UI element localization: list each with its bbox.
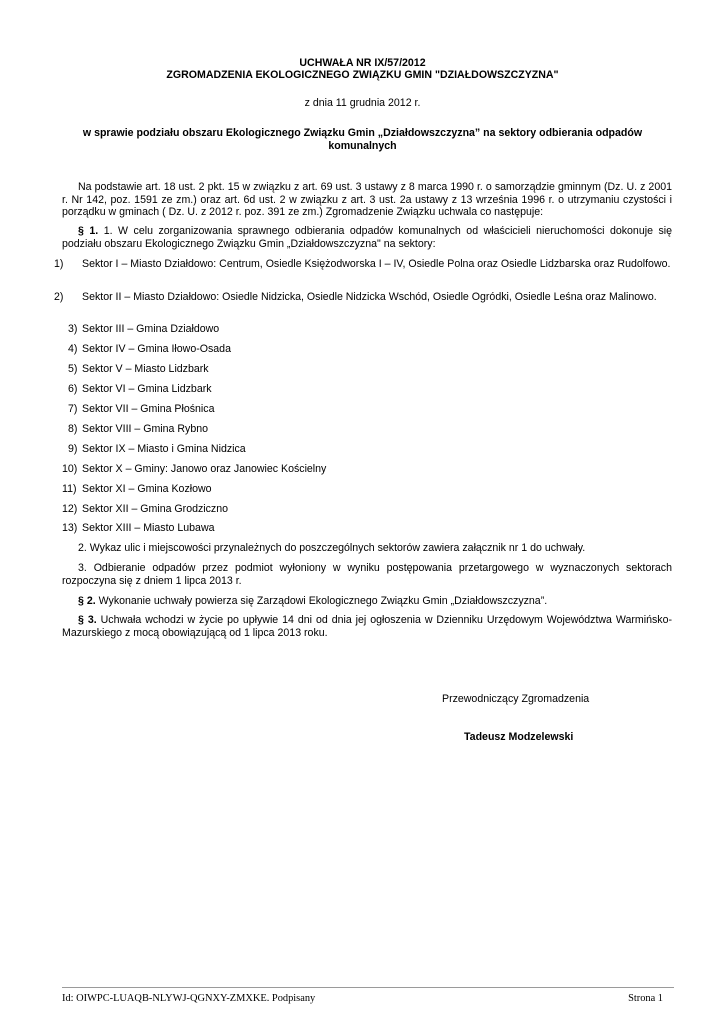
section-1-text: 1. W celu zorganizowania sprawnego odbierania odpadów komunalnych od właścicieli nieruchomości dokonuje się podziału obszaru Ekologicznego Związku Gmin „Działdowszczyzna" na sektory:	[62, 225, 673, 250]
point-3: 3. Odbieranie odpadów przez podmiot wyłoniony w wyniku postępowania przetargowego w wyznaczonych sektorach rozpoczyna się z dniem 1 lipca 2013 r.	[62, 562, 672, 587]
section-3-text: Uchwała wchodzi w życie po upływie 14 dni od dnia jej ogłoszenia w Dzienniku Urzędowym Województwa Warmińsko-Mazurskiego z mocą obowiązującą od 1 lipca 2013 roku.	[62, 614, 672, 639]
sector-item	[62, 522, 673, 535]
sector-number: 6)	[68, 383, 78, 395]
footer-divider	[62, 987, 674, 988]
sector-item	[68, 383, 673, 396]
sector-item	[68, 343, 673, 356]
sector-text: Sektor VIII – Gmina Rybno	[82, 423, 209, 435]
sector-text: Sektor XI – Gmina Kozłowo	[82, 483, 212, 495]
section-2-text: Wykonanie uchwały powierza się Zarządowi Ekologicznego Związku Gmin „Działdowszczyzna”.	[95, 595, 548, 607]
subject-line-1: w sprawie podziału obszaru Ekologicznego Związku Gmin „Działdowszczyzna” na sektory odbierania odpadów	[82, 127, 643, 139]
signatory-role: Przewodniczący Zgromadzenia	[442, 693, 590, 705]
sector-number: 1)	[54, 258, 64, 270]
sector-number: 2)	[54, 291, 64, 303]
sector-number: 7)	[68, 403, 78, 415]
page-number: Strona 1	[628, 993, 663, 1004]
section-3-mark: § 3.	[78, 614, 97, 626]
sector-number: 3)	[68, 323, 78, 335]
sector-number: 10)	[62, 463, 78, 475]
subject-line-2: komunalnych	[328, 139, 397, 152]
section-1-mark: § 1.	[78, 225, 99, 237]
sector-item	[62, 463, 673, 476]
sector-number: 12)	[62, 503, 78, 515]
sector-text: Sektor X – Gminy: Janowo oraz Janowiec Kościelny	[82, 463, 327, 475]
section-2-mark: § 2.	[78, 595, 96, 607]
sector-text: Sektor I – Miasto Działdowo: Centrum, Osiedle Księżodworska I – IV, Osiedle Polna oraz Osiedle Lidzbarska oraz Rudolfowo.	[82, 258, 671, 270]
sector-number: 13)	[62, 522, 78, 534]
sector-number: 11)	[62, 483, 77, 495]
sector-text: Sektor XIII – Miasto Lubawa	[82, 522, 215, 534]
sector-text: Sektor V – Miasto Lidzbark	[82, 363, 209, 375]
resolution-date: z dnia 11 grudnia 2012 r.	[304, 97, 421, 109]
sector-item	[68, 363, 673, 376]
sector-text: Sektor II – Miasto Działdowo: Osiedle Nidzicka, Osiedle Nidzicka Wschód, Osiedle Ogródki, Osiedle Leśna oraz Malinowo.	[82, 291, 657, 303]
sector-number: 5)	[68, 363, 78, 375]
sector-number: 4)	[68, 343, 78, 355]
sector-item	[62, 483, 673, 496]
sector-text: Sektor VI – Gmina Lidzbark	[82, 383, 212, 395]
sector-text: Sektor XII – Gmina Grodziczno	[82, 503, 229, 515]
sector-text: Sektor IX – Miasto i Gmina Nidzica	[82, 443, 246, 455]
preamble: Na podstawie art. 18 ust. 2 pkt. 15 w związku z art. 69 ust. 3 ustawy z 8 marca 1990 r. o samorządzie gminnym (Dz. U. z 2001 r. Nr 142, poz. 1591 ze zm.) oraz art. 6d ust. 2 w związku z art. 3 ust. 2a ustawy z 13 września 1996 r. o utrzymaniu czystości i porządku w gminach ( Dz. U. z 2012 r. poz. 391 ze zm.) Zgromadzenie Związku uchwala co następuje:	[62, 181, 672, 218]
signatory-name: Tadeusz Modzelewski	[464, 731, 574, 743]
sector-item	[68, 403, 673, 416]
sector-item	[54, 291, 673, 304]
resolution-number: UCHWAŁA NR IX/57/2012	[299, 57, 426, 69]
document-id: Id: OIWPC-LUAQB-NLYWJ-QGNXY-ZMXKE. Podpisany	[62, 993, 316, 1004]
sector-item	[62, 503, 673, 516]
sector-item	[68, 443, 673, 456]
sector-item	[68, 423, 673, 436]
sector-item	[54, 258, 673, 271]
sector-text: Sektor III – Gmina Działdowo	[82, 323, 220, 335]
resolution-subject	[62, 127, 663, 152]
sector-number: 9)	[68, 443, 78, 455]
section-2	[62, 595, 672, 608]
point-2: 2. Wykaz ulic i miejscowości przynależnych do poszczególnych sektorów zawiera załącznik nr 1 do uchwały.	[78, 542, 586, 554]
section-1	[62, 225, 672, 250]
sector-item	[68, 323, 673, 336]
sector-text: Sektor VII – Gmina Płośnica	[82, 403, 215, 415]
sector-text: Sektor IV – Gmina Iłowo-Osada	[82, 343, 231, 355]
resolution-issuer: ZGROMADZENIA EKOLOGICZNEGO ZWIĄZKU GMIN "DZIAŁDOWSZCZYZNA"	[166, 69, 559, 81]
section-3	[62, 614, 672, 639]
sector-number: 8)	[68, 423, 78, 435]
